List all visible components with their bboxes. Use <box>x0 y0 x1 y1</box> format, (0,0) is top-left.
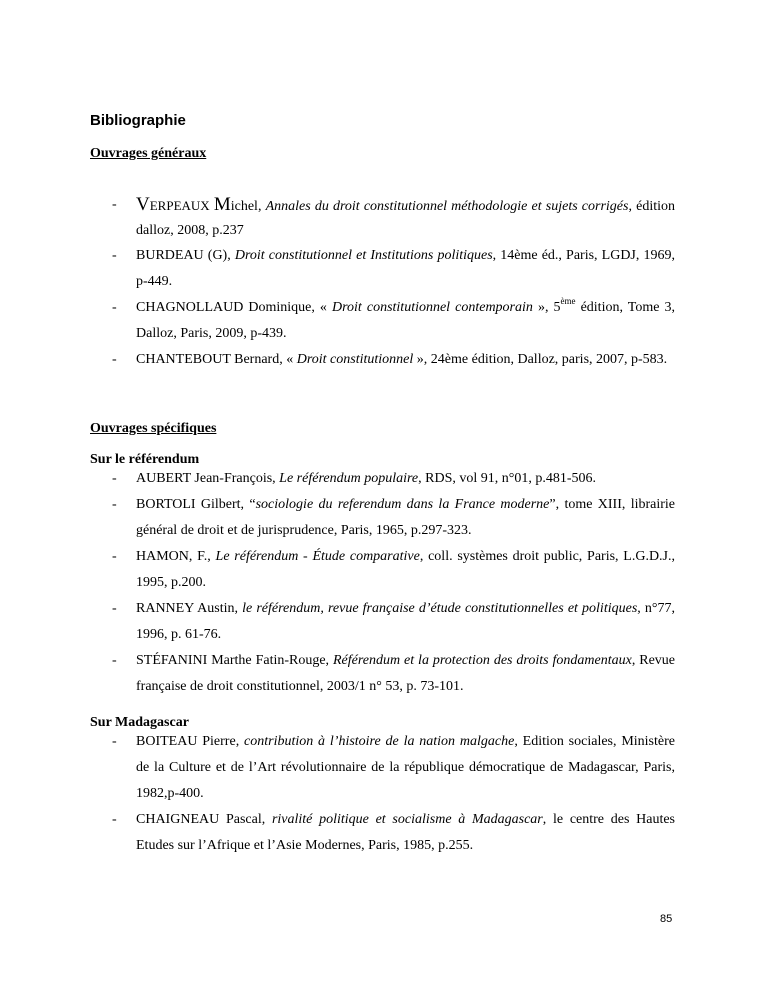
author: HAMON, F., <box>136 549 216 564</box>
author: CHAIGNEAU Pascal, <box>136 812 272 827</box>
author: RANNEY Austin, <box>136 601 243 616</box>
author: AUBERT Jean-François, <box>136 471 280 486</box>
author: CHANTEBOUT Bernard, « <box>136 352 297 367</box>
publication-details: , le centre des Hautes Etudes sur l’Afrique et l’Asie Modernes, Paris, 1985, p.255. <box>136 812 676 853</box>
subsection-heading-madagascar: Sur Madagascar <box>90 715 189 730</box>
work-title: Annales du droit constitutionnel méthodologie et sujets corrigés <box>265 199 629 214</box>
author: BOITEAU Pierre, <box>136 734 245 749</box>
work-title: Référendum et la protection des droits fondamentaux <box>332 653 632 668</box>
bib-entry <box>108 466 675 492</box>
bib-entry <box>108 243 675 295</box>
madagascar-works-list <box>108 729 675 859</box>
work-title: sociologie du referendum dans la France moderne <box>255 497 550 512</box>
work-title: Droit constitutionnel et Institutions politiques <box>234 248 493 263</box>
publication-details: , RDS, vol 91, n°01, p.481-506. <box>418 471 597 486</box>
bib-entry <box>108 193 675 243</box>
edition-prefix: », 5 <box>532 300 561 315</box>
work-title: Droit constitutionnel contemporain <box>331 300 533 315</box>
bib-entry <box>108 347 675 373</box>
author: BURDEAU (G), <box>136 248 235 263</box>
bib-entry <box>108 596 675 648</box>
publication-details: , n°77, 1996, p. 61-76. <box>136 601 675 642</box>
subsection-heading-referendum: Sur le référendum <box>90 452 200 467</box>
publication-details: ”, tome XIII, librairie général de droit et de jurisprudence, Paris, 1965, p.297-323. <box>136 497 676 538</box>
bib-entry <box>108 807 675 859</box>
bib-entry <box>108 492 675 544</box>
separator: , <box>257 199 266 214</box>
work-title: Droit constitutionnel <box>296 352 414 367</box>
referendum-works-list <box>108 466 675 700</box>
general-works-list <box>108 193 675 373</box>
work-title: le référendum, revue française d’étude constitutionnelles et politiques <box>242 601 638 616</box>
author: CHAGNOLLAUD Dominique, « <box>136 300 332 315</box>
section-heading-specific: Ouvrages spécifiques <box>90 421 217 436</box>
page-title: Bibliographie <box>90 112 186 129</box>
bib-entry <box>108 295 675 347</box>
author-name: ichel <box>230 199 258 214</box>
author: BORTOLI Gilbert, “ <box>136 497 256 512</box>
publication-details: , Revue française de droit constitutionnel, 2003/1 n° 53, p. 73-101. <box>136 653 676 694</box>
page-number: 85 <box>660 913 673 925</box>
author-name: ERPEAUX <box>149 198 210 213</box>
work-title: contribution à l’histoire de la nation malgache <box>244 734 515 749</box>
work-title: Le référendum - Étude comparative <box>215 549 420 564</box>
work-title: Le référendum populaire <box>279 471 419 486</box>
bib-entry <box>108 729 675 807</box>
publication-details: , Edition sociales, Ministère de la Culture et de l’Art révolutionnaire de la république démocratique de Madagascar, Paris, 1982,p-400. <box>136 734 675 801</box>
bib-entry <box>108 648 675 700</box>
publication-details: , coll. systèmes droit public, Paris, L.G.D.J., 1995, p.200. <box>136 549 675 590</box>
section-heading-general: Ouvrages généraux <box>90 146 207 161</box>
publication-details: édition, Tome 3, Dalloz, Paris, 2009, p-439. <box>136 300 675 341</box>
work-title: rivalité politique et socialisme à Madagascar <box>271 812 543 827</box>
bib-entry <box>108 544 675 596</box>
publication-details: , édition dalloz, 2008, p.237 <box>136 199 675 238</box>
author-initial: V <box>136 194 150 215</box>
publication-details: , 14ème éd., Paris, LGDJ, 1969, p-449. <box>136 248 675 289</box>
superscript: ème <box>560 296 576 306</box>
author-initial: M <box>213 194 231 215</box>
author: STÉFANINI Marthe Fatin-Rouge, <box>136 653 333 668</box>
publication-details: », 24ème édition, Dalloz, paris, 2007, p-583. <box>413 352 668 367</box>
